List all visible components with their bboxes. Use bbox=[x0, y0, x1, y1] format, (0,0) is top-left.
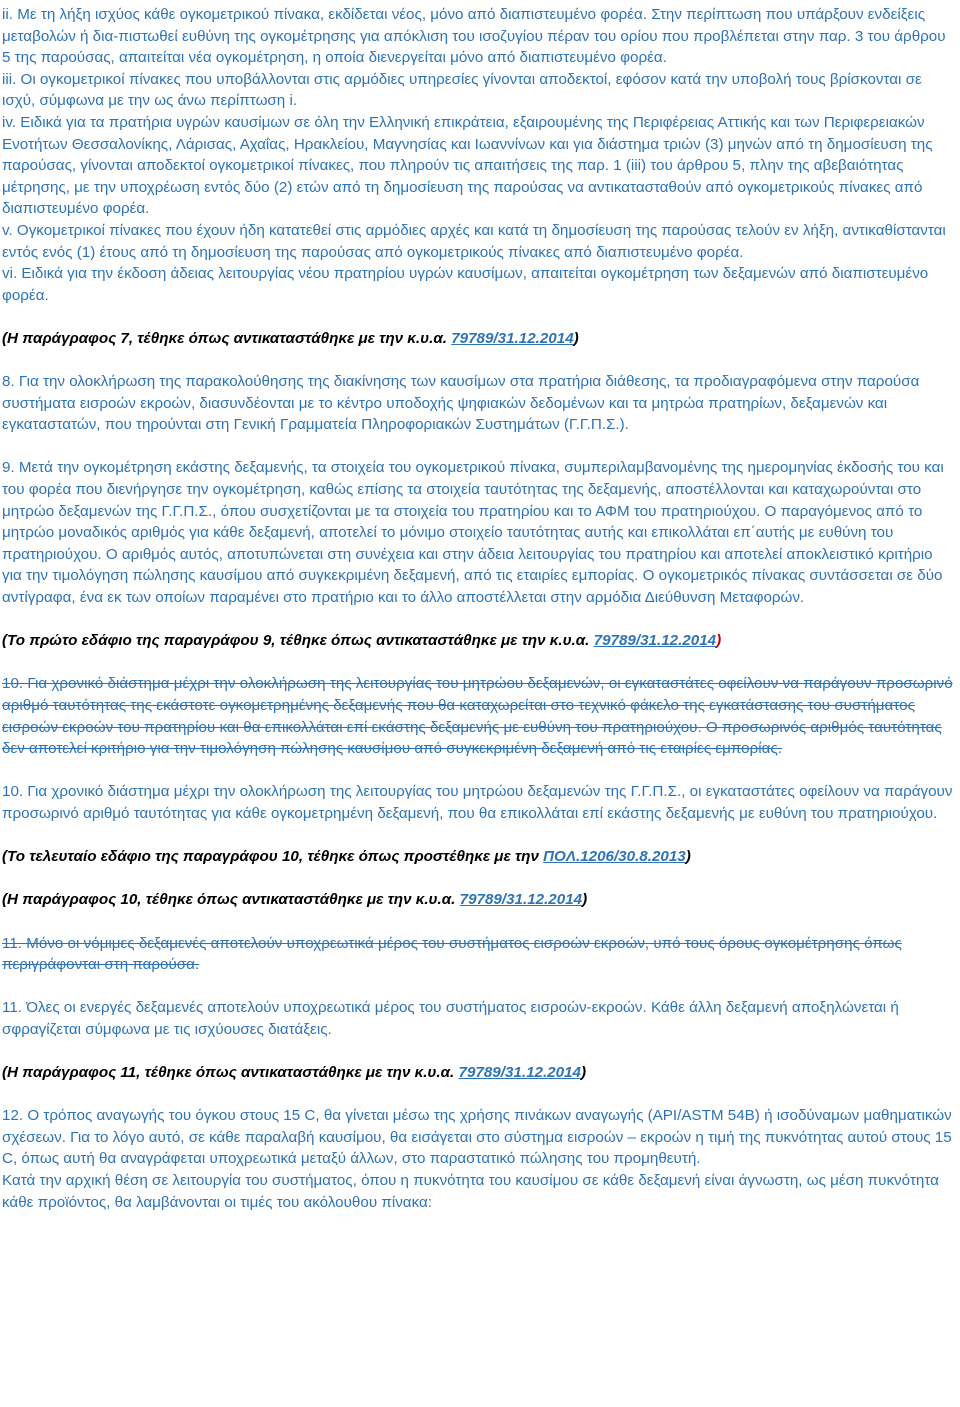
paragraph-10: 10. Για χρονικό διάστημα μέχρι την ολοκλήρωση της λειτουργίας του μητρώου δεξαμενών της Γ.Γ.Π.Σ., οι εγκαταστάτες οφείλουν να παράγουν προσωρινό αριθμό ταυτότητας για κάθε ογκομετρημένη δεξαμενή, που θα επικολλάται επί εκάστης δεξαμενής με ευθύνη του πρατηριούχου. bbox=[2, 783, 953, 822]
spacer bbox=[2, 436, 956, 458]
spacer bbox=[2, 868, 956, 890]
amendment-note-text: (Η παράγραφος 10, τέθηκε όπως αντικαταστάθηκε με την κ.υ.α. bbox=[2, 891, 460, 909]
amendment-note-10 bbox=[2, 889, 956, 911]
paragraph-11: 11. Όλες οι ενεργές δεξαμενές αποτελούν υποχρεωτικά μέρος του συστήματος εισροών-εκροών. Κάθε άλλη δεξαμενή αποξηλώνεται ή σφραγίζεται σύμφωνα με τις ισχύουσες διατάξεις. bbox=[2, 999, 899, 1038]
amendment-note-text: (Το τελευταίο εδάφιο της παραγράφου 10, τέθηκε όπως προστέθηκε με την bbox=[2, 848, 544, 866]
spacer bbox=[2, 976, 956, 998]
paragraph-11-repealed: 11. Μόνο οι νόμιμες δεξαμενές αποτελούν υποχρεωτικά μέρος του συστήματος εισροών εκροών, υπό τους όρους ογκομέτρησης όπως περιγράφονται στη παρούσα. bbox=[2, 934, 902, 974]
amendment-note-text: (Το πρώτο εδάφιο της παραγράφου 9, τέθηκε όπως αντικαταστάθηκε με την κ.υ.α. bbox=[2, 632, 594, 650]
document bbox=[2, 4, 956, 1213]
paragraph-ii: ii. Με τη λήξη ισχύος κάθε ογκομετρικού πίνακα, εκδίδεται νέος, μόνο από διαπιστευμένο φορέα. Στην περίπτωση που υπάρξουν ενδείξεις μεταβολών ή δια-πιστωθεί ευθύνη της ογκομέτρησης για απόκλιση του ισοζυγίου πέραν του ορίου που προβλέπεται στην παρ. 3 του άρθρου 5 της παρούσας, απαιτείται νέα ογκομέτρηση, η οποία διενεργείται μόνο από διαπιστευμένο φορέα. bbox=[2, 6, 946, 67]
paragraph-vi: vi. Ειδικά για την έκδοση άδειας λειτουργίας νέου πρατηρίου υγρών καυσίμων, απαιτείται ογκομέτρηση των δεξαμενών από διαπιστευμένο φορέα. bbox=[2, 265, 929, 304]
paragraph-9: 9. Μετά την ογκομέτρηση εκάστης δεξαμενής, τα στοιχεία του ογκομετρικού πίνακα, συμπεριλαμβανομένης της ημερομηνίας έκδοσής του και του φορέα που διενήργησε την ογκομέτρηση, καθώς επίσης τα στοιχεία ταυτότητας της δεξαμενής, αποστέλλονται και καταχωρούνται στο μητρώο δεξαμενών της Γ.Γ.Π.Σ., όπου συσχετίζονται με τα στοιχεία του πρατηρίου και το ΑΦΜ του πρατηριούχου. Ο παραγόμενος από το μητρώο μοναδικός αριθμός για κάθε δεξαμενή, αποτελεί το μόνιμο στοιχείο ταυτότητας αυτής και επικολλάται επ΄αυτής με ευθύνη του πρατηριούχου. Ο αριθμός αυτός, αποτυπώνεται στη συνέχεια και στην άδεια λειτουργίας του πρατηρίου και αποτελεί αποκλειστικό κριτήριο για την τιμολόγηση πώλησης καυσίμου από συγκεκριμένη δεξαμενή, από τις εταιρίες εμπορίας. Ο ογκομετρικός πίνακας συντάσσεται σε δύο αντίγραφα, ένα εκ των οποίων παραμένει στο πρατήριο και το άλλο αποστέλλεται στην αρμόδια Διεύθυνση Μεταφορών. bbox=[2, 459, 944, 607]
amendment-note-7 bbox=[2, 328, 956, 350]
paragraph-10-repealed: 10. Για χρονικό διάστημα μέχρι την ολοκλήρωση της λειτουργίας του μητρώου δεξαμενών, οι εγκαταστάτες οφείλουν να παράγουν προσωρινό αριθμό ταυτότητας της εκάστοτε ογκομετρημένης δεξαμενής που θα καταχωρείται στο τεχνικό φάκελο της εγκατάστασης του συστήματος εισροών εκροών του πρατηρίου και θα επικολλάται επί εκάστης δεξαμενής με ευθύνη του πρατηριούχου. Ο προσωρινός αριθμός ταυτότητας δεν αποτελεί κριτήριο για την τιμολόγηση πώλησης καυσίμου από συγκεκριμένη δεξαμενή από τις εταιρίες εμπορίας. bbox=[2, 675, 953, 758]
amendment-note-text: (Η παράγραφος 7, τέθηκε όπως αντικαταστάθηκε με την κ.υ.α. bbox=[2, 329, 452, 347]
law-link[interactable]: 79789/31.12.2014 bbox=[451, 329, 574, 347]
law-link[interactable]: ΠΟΛ.1206/30.8.2013 bbox=[543, 848, 686, 866]
law-link[interactable]: 79789/31.12.2014 bbox=[458, 1064, 581, 1082]
spacer bbox=[2, 911, 956, 933]
amendment-note-close: ) bbox=[716, 632, 722, 650]
amendment-note-close: ) bbox=[685, 848, 691, 866]
paragraph-iv: iv. Ειδικά για τα πρατήρια υγρών καυσίμων σε όλη την Ελληνική επικράτεια, εξαιρουμένης της Περιφέρειας Αττικής και των Περιφερειακών Ενοτήτων Θεσσαλονίκης, Λάρισας, Αχαΐας, Ηρακλείου, Μαγνησίας και Ιωαννίνων και για διάστημα τριών (3) μηνών από τη δημοσίευση της παρούσας, γίνονται αποδεκτοί ογκομετρικοί πίνακες, που πληρούν τις απαιτήσεις της παρ. 1 (iii) του άρθρου 5, πλην της αβεβαιότητας μέτρησης, με την υποχρέωση εντός δύο (2) ετών από τη δημοσίευση της παρούσας να αντικατασταθούν από ογκομετρικούς πίνακες από διαπιστευμένο φορέα. bbox=[2, 113, 933, 218]
paragraph-8: 8. Για την ολοκλήρωση της παρακολούθησης της διακίνησης των καυσίμων στα πρατήρια διάθεσης, τα προδιαγραφόμενα στην παρούσα συστήματα εισροών εκροών, διασυνδέονται με το κέντρο υποδοχής ψηφιακών δεδομένων και τα μητρώα πρατηρίων, δεξαμενών και εγκαταστατών, που τηρούνται στη Γενική Γραμματεία Πληροφοριακών Συστημάτων (Γ.Γ.Π.Σ.). bbox=[2, 373, 920, 434]
spacer bbox=[2, 350, 956, 372]
amendment-note-close: ) bbox=[582, 891, 588, 909]
spacer bbox=[2, 1084, 956, 1106]
paragraph-12-continuation: Κατά την αρχική θέση σε λειτουργία του συστήματος, όπου η πυκνότητα του καυσίμου σε κάθε δεξαμενή είναι άγνωστη, ως μέση πυκνότητα κάθε προϊόντος, θα λαμβάνονται οι τιμές του ακόλουθου πίνακα: bbox=[2, 1172, 939, 1211]
spacer bbox=[2, 652, 956, 674]
spacer bbox=[2, 760, 956, 782]
spacer bbox=[2, 306, 956, 328]
spacer bbox=[2, 1041, 956, 1063]
amendment-note-10-last-clause bbox=[2, 846, 956, 868]
law-link[interactable]: 79789/31.12.2014 bbox=[593, 632, 717, 650]
paragraph-iii: iii. Οι ογκομετρικοί πίνακες που υποβάλλονται στις αρμόδιες υπηρεσίες γίνονται αποδεκτοί, εφόσον κατά την υποβολή τους βρίσκονται σε ισχύ, σύμφωνα με την ως άνω περίπτωση i. bbox=[2, 70, 922, 110]
amendment-note-text: (Η παράγραφος 11, τέθηκε όπως αντικαταστάθηκε με την κ.υ.α. bbox=[2, 1064, 459, 1082]
amendment-note-close: ) bbox=[580, 1064, 587, 1082]
paragraph-v: v. Ογκομετρικοί πίνακες που έχουν ήδη κατατεθεί στις αρμόδιες αρχές και κατά τη δημοσίευση της παρούσας τελούν εν λήξη, αντικαθίστανται εντός ενός (1) έτους από τη δημοσίευση της παρούσας από ογκομετρικούς πίνακες από διαπιστευμένο φορέα. bbox=[2, 221, 946, 261]
amendment-note-11 bbox=[2, 1062, 956, 1084]
law-link[interactable]: 79789/31.12.2014 bbox=[459, 891, 583, 909]
amendment-note-9 bbox=[2, 630, 956, 652]
amendment-note-close: ) bbox=[573, 329, 579, 347]
paragraph-12: 12. Ο τρόπος αναγωγής του όγκου στους 15 C, θα γίνεται μέσω της χρήσης πινάκων αναγωγής (API/ASTM 54B) ή ισοδύναμων μαθηματικών σχέσεων. Για το λόγο αυτό, σε κάθε παραλαβή καυσίμου, θα εισάγεται στο σύστημα εισροών – εκροών η τιμή της πυκνότητας αυτού στους 15 C, όπως αυτή θα αναγράφεται υποχρεωτικά μεταξύ άλλων, στο παραστατικό πώλησης του προμηθευτή. bbox=[2, 1107, 952, 1168]
spacer bbox=[2, 825, 956, 847]
spacer bbox=[2, 609, 956, 631]
